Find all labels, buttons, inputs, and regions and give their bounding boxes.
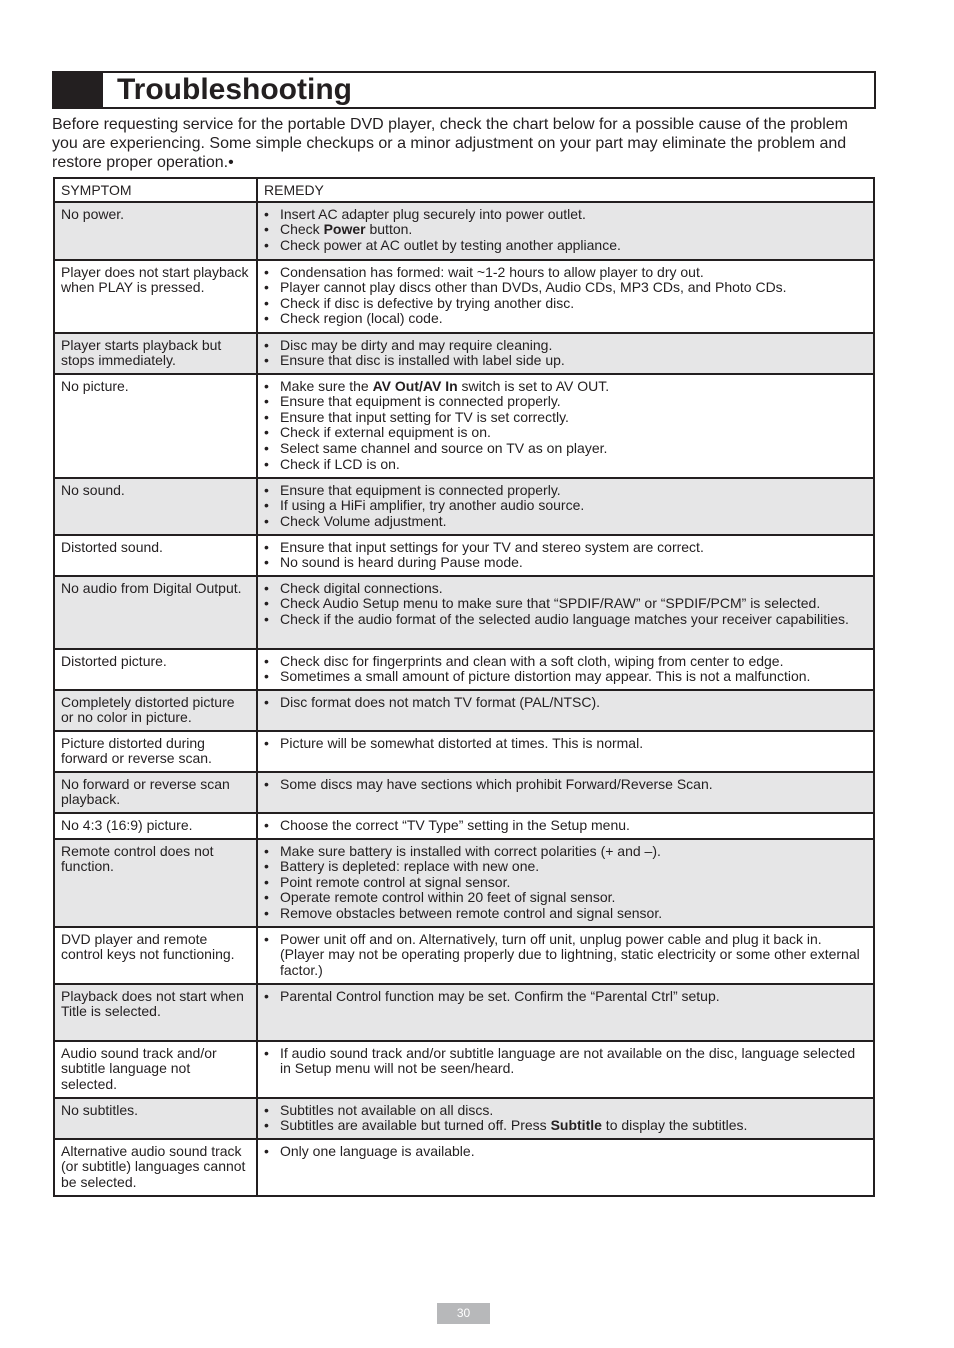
symptom-cell: Player does not start playback when PLAY is pressed. — [54, 260, 257, 333]
remedy-text: Select same channel and source on TV as on player. — [280, 439, 608, 456]
remedy-cell — [257, 731, 874, 772]
remedy-item — [264, 1144, 867, 1160]
table-row — [54, 374, 874, 478]
remedy-text: Power unit off and on. Alternatively, turn off unit, unplug power cable and plug it back in. (Player may not be operating properly due to lightning, static electricity or some other external factor.) — [280, 930, 860, 978]
symptom-cell: Playback does not start when Title is selected. — [54, 984, 257, 1041]
symptom-cell: Picture distorted during forward or reverse scan. — [54, 731, 257, 772]
header-black-block — [54, 73, 103, 107]
symptom-cell: Distorted sound. — [54, 535, 257, 576]
table-row — [54, 535, 874, 576]
symptom-cell: No sound. — [54, 478, 257, 535]
symptom-cell: Alternative audio sound track (or subtitle) languages cannot be selected. — [54, 1139, 257, 1196]
remedy-text: Parental Control function may be set. Confirm the “Parental Ctrl” setup. — [280, 987, 720, 1004]
remedy-cell — [257, 927, 874, 984]
remedy-item — [264, 932, 867, 979]
remedy-text: Check power at AC outlet by testing another appliance. — [280, 236, 621, 253]
remedy-text: Ensure that input setting for TV is set correctly. — [280, 408, 569, 425]
remedy-text: Check if LCD is on. — [280, 455, 400, 472]
remedy-item — [264, 222, 867, 238]
remedy-text: Subtitles not available on all discs. — [280, 1101, 494, 1118]
remedy-list — [264, 736, 867, 752]
remedy-cell — [257, 813, 874, 839]
remedy-list — [264, 844, 867, 922]
remedy-item — [264, 612, 867, 628]
intro-paragraph: Before requesting service for the portable DVD player, check the chart below for a possible cause of the problem you are experiencing. Some simple checkups or a minor adjustment on your part may eliminate the problem and restore proper operation.• — [52, 116, 848, 171]
remedy-cell — [257, 839, 874, 927]
table-row — [54, 576, 874, 649]
remedy-text: Picture will be somewhat distorted at times. This is normal. — [280, 734, 644, 751]
remedy-text: Check digital connections. — [280, 579, 443, 596]
remedy-list — [264, 818, 867, 834]
remedy-cell — [257, 649, 874, 690]
remedy-text: Make sure battery is installed with correct polarities (+ and –). — [280, 842, 661, 859]
remedy-item — [264, 906, 867, 922]
table-row — [54, 478, 874, 535]
remedy-item — [264, 654, 867, 670]
symptom-cell: No picture. — [54, 374, 257, 478]
remedy-emphasis: AV Out/AV In — [372, 377, 458, 394]
remedy-text: No sound is heard during Pause mode. — [280, 554, 523, 571]
remedy-cell — [257, 984, 874, 1041]
remedy-list — [264, 338, 867, 369]
remedy-item — [264, 818, 867, 834]
remedy-text: Player cannot play discs other than DVDs, Audio CDs, MP3 CDs, and Photo CDs. — [280, 279, 787, 296]
table-row — [54, 1041, 874, 1098]
remedy-item — [264, 669, 867, 685]
remedy-item — [264, 555, 867, 571]
remedy-list — [264, 207, 867, 254]
remedy-text: If audio sound track and/or subtitle language are not available on the disc, language selected in Setup menu will not be seen/heard. — [280, 1044, 856, 1077]
remedy-text: Ensure that disc is installed with label side up. — [280, 352, 565, 369]
remedy-text: Check if external equipment is on. — [280, 424, 491, 441]
table-row — [54, 984, 874, 1041]
remedy-item — [264, 425, 867, 441]
remedy-item — [264, 410, 867, 426]
remedy-text: Point remote control at signal sensor. — [280, 873, 511, 890]
remedy-text: Make sure the — [280, 377, 373, 394]
remedy-text: to display the subtitles. — [601, 1117, 748, 1134]
remedy-item — [264, 311, 867, 327]
symptom-cell: No forward or reverse scan playback. — [54, 772, 257, 813]
remedy-cell — [257, 1041, 874, 1098]
remedy-item — [264, 989, 867, 1005]
remedy-list — [264, 1144, 867, 1160]
remedy-text: Only one language is available. — [280, 1142, 475, 1159]
remedy-text: Ensure that input settings for your TV and stereo system are correct. — [280, 538, 704, 555]
table-row — [54, 772, 874, 813]
remedy-text: Choose the correct “TV Type” setting in the Setup menu. — [280, 816, 630, 833]
remedy-text: If using a HiFi amplifier, try another audio source. — [280, 497, 585, 514]
symptom-cell: No subtitles. — [54, 1098, 257, 1139]
table-row — [54, 690, 874, 731]
remedy-cell — [257, 1098, 874, 1139]
remedy-text: Disc may be dirty and may require cleaning. — [280, 336, 553, 353]
remedy-cell — [257, 333, 874, 374]
remedy-cell — [257, 772, 874, 813]
remedy-item — [264, 483, 867, 499]
remedy-text: Ensure that equipment is connected properly. — [280, 393, 561, 410]
remedy-text: Battery is depleted: replace with new one. — [280, 858, 540, 875]
remedy-cell — [257, 478, 874, 535]
remedy-item — [264, 890, 867, 906]
remedy-item — [264, 280, 867, 296]
remedy-cell — [257, 1139, 874, 1196]
page-number: 30 — [437, 1303, 490, 1324]
table-row — [54, 1139, 874, 1196]
remedy-list — [264, 1103, 867, 1134]
table-row — [54, 202, 874, 260]
remedy-list — [264, 1046, 867, 1077]
table-row — [54, 839, 874, 927]
remedy-emphasis: Subtitle — [550, 1117, 602, 1134]
remedy-list — [264, 379, 867, 473]
remedy-list — [264, 777, 867, 793]
remedy-item — [264, 207, 867, 223]
remedy-cell — [257, 576, 874, 649]
remedy-text: Insert AC adapter plug securely into power outlet. — [280, 205, 586, 222]
remedy-emphasis: Power — [323, 221, 366, 238]
remedy-item — [264, 498, 867, 514]
remedy-list — [264, 483, 867, 530]
symptom-cell: Remote control does not function. — [54, 839, 257, 927]
table-row — [54, 813, 874, 839]
remedy-item — [264, 441, 867, 457]
remedy-cell — [257, 260, 874, 333]
remedy-list — [264, 989, 867, 1005]
remedy-item — [264, 338, 867, 354]
table-row — [54, 731, 874, 772]
remedy-item — [264, 736, 867, 752]
remedy-item — [264, 695, 867, 711]
symptom-cell: No power. — [54, 202, 257, 260]
remedy-header: REMEDY — [257, 178, 874, 202]
remedy-text: Disc format does not match TV format (PAL/NTSC). — [280, 693, 601, 710]
table-row — [54, 649, 874, 690]
remedy-text: Check Audio Setup menu to make sure that “SPDIF/RAW” or “SPDIF/PCM” is selected. — [280, 595, 821, 612]
remedy-text: Check region (local) code. — [280, 310, 443, 327]
remedy-text: Check — [280, 221, 324, 238]
remedy-cell — [257, 690, 874, 731]
remedy-list — [264, 540, 867, 571]
remedy-item — [264, 596, 867, 612]
troubleshooting-table — [53, 177, 875, 1197]
symptom-cell: DVD player and remote control keys not functioning. — [54, 927, 257, 984]
remedy-item — [264, 844, 867, 860]
symptom-cell: Player starts playback but stops immediately. — [54, 333, 257, 374]
remedy-cell — [257, 202, 874, 260]
remedy-text: button. — [365, 221, 413, 238]
remedy-text: Check Volume adjustment. — [280, 512, 447, 529]
remedy-item — [264, 1118, 867, 1134]
remedy-list — [264, 265, 867, 327]
table-row — [54, 260, 874, 333]
remedy-text: switch is set to AV OUT. — [457, 377, 610, 394]
remedy-list — [264, 695, 867, 711]
page-title: Troubleshooting — [117, 73, 352, 106]
remedy-list — [264, 932, 867, 979]
remedy-item — [264, 1103, 867, 1119]
remedy-item — [264, 1046, 867, 1077]
remedy-text: Subtitles are available but turned off. Press — [280, 1117, 551, 1134]
remedy-item — [264, 875, 867, 891]
symptom-cell: Completely distorted picture or no color in picture. — [54, 690, 257, 731]
remedy-item — [264, 265, 867, 281]
table-header-row — [54, 178, 874, 202]
remedy-text: Check disc for fingerprints and clean with a soft cloth, wiping from center to edge. — [280, 652, 784, 669]
table-row — [54, 1098, 874, 1139]
remedy-text: Remove obstacles between remote control and signal sensor. — [280, 904, 663, 921]
table-row — [54, 333, 874, 374]
remedy-text: Operate remote control within 20 feet of signal sensor. — [280, 889, 616, 906]
remedy-item — [264, 581, 867, 597]
remedy-text: Check if disc is defective by trying another disc. — [280, 294, 575, 311]
remedy-item — [264, 238, 867, 254]
remedy-item — [264, 540, 867, 556]
remedy-item — [264, 296, 867, 312]
remedy-text: Ensure that equipment is connected properly. — [280, 481, 561, 498]
remedy-item — [264, 777, 867, 793]
symptom-header: SYMPTOM — [54, 178, 257, 202]
symptom-cell: No 4:3 (16:9) picture. — [54, 813, 257, 839]
remedy-cell — [257, 374, 874, 478]
remedy-item — [264, 859, 867, 875]
symptom-cell: Distorted picture. — [54, 649, 257, 690]
remedy-item — [264, 457, 867, 473]
symptom-cell: No audio from Digital Output. — [54, 576, 257, 649]
section-header — [52, 71, 876, 109]
remedy-item — [264, 353, 867, 369]
symptom-cell: Audio sound track and/or subtitle language not selected. — [54, 1041, 257, 1098]
remedy-text: Some discs may have sections which prohibit Forward/Reverse Scan. — [280, 775, 713, 792]
remedy-text: Check if the audio format of the selected audio language matches your receiver capabilities. — [280, 610, 849, 627]
remedy-item — [264, 514, 867, 530]
remedy-item — [264, 379, 867, 395]
remedy-cell — [257, 535, 874, 576]
remedy-item — [264, 394, 867, 410]
table-row — [54, 927, 874, 984]
remedy-list — [264, 581, 867, 628]
remedy-text: Condensation has formed: wait ~1-2 hours to allow player to dry out. — [280, 263, 704, 280]
remedy-text: Sometimes a small amount of picture distortion may appear. This is not a malfunction. — [280, 668, 811, 685]
remedy-list — [264, 654, 867, 685]
